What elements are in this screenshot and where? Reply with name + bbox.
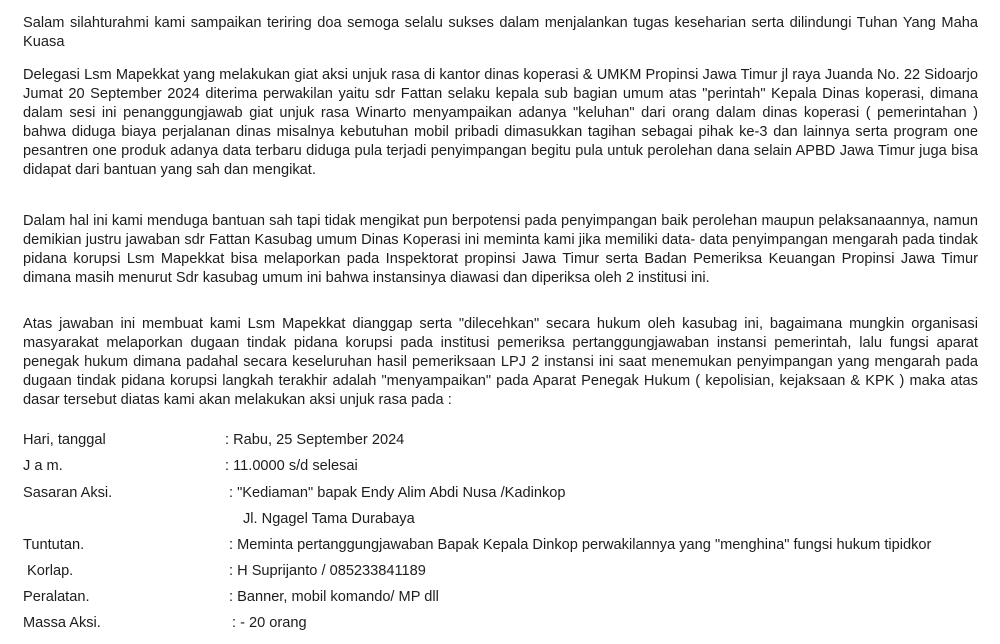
greeting-paragraph: Salam silahturahmi kami sampaikan teriring doa semoga selalu sukses dalam menjalankan tugas keseharian serta dilindungi Tuhan Yang Maha Kuasa — [23, 15, 978, 50]
massa-label: Massa Aksi. — [23, 615, 101, 631]
peralatan-value: : Banner, mobil komando/ MP dll — [229, 589, 439, 605]
tuntutan-value: : Meminta pertanggungjawaban Bapak Kepala Dinkop perwakilannya yang "menghina" fungsi hukum tipidkor — [229, 537, 932, 553]
sasaran-address: Jl. Ngagel Tama Durabaya — [243, 511, 415, 527]
massa-value: : - 20 orang — [232, 615, 307, 631]
jam-value: : 11.0000 s/d selesai — [225, 458, 358, 474]
hari-label: Hari, tanggal — [23, 432, 106, 448]
korlap-label: Korlap. — [27, 563, 74, 579]
response-paragraph: Atas jawaban ini membuat kami Lsm Mapekkat dianggap serta "dilecehkan" secara hukum oleh kasubag ini, bagaimana mungkin organisasi masyarakat melaporkan dugaan tindak pidana korupsi pada institusi pemeriksa pertanggungjawaban instansi pemerintah, lalu fungsi aparat penegak hukum dimana padahal secara keseluruhan hasil pemeriksaan LPJ 2 instansi ini saat menemukan penyimpangan yang mengarah pada dugaan tindak pidana korupsi langkah terakhir adalah "menyampaikan" pada Aparat Penegak Hukum ( kepolisian, kejaksaan & KPK ) maka atas dasar tersebut diatas kami akan melakukan aksi unjuk rasa pada : — [23, 316, 978, 408]
delegation-paragraph: Delegasi Lsm Mapekkat yang melakukan giat aksi unjuk rasa di kantor dinas koperasi & UMKM Propinsi Jawa Timur jl raya Juanda No. 22 Sidoarjo Jumat 20 September 2024 diterima perwakilan yaitu sdr Fattan selaku kepala sub bagian umum atas "perintah" Kepala Dinas koperasi, dimana dalam sesi ini penanggungjawab giat unjuk rasa Winarto menyampaikan adanya "keluhan" dari orang dalam dinas koperasi ( pemerintahan ) bahwa diduga biaya perjalanan dinas misalnya kebutuhan mobil pribadi dimasukkan tagihan sebagai pihak ke-3 dan lainnya serta program one pesantren one produk adanya data terbaru diduga pula terjadi penyimpangan begitu pula untuk perolehan dana selain APBD Jawa Timur juga bisa didapat dari bantuan yang sah dan mengikat. — [23, 67, 978, 178]
peralatan-label: Peralatan. — [23, 589, 90, 605]
suspicion-paragraph: Dalam hal ini kami menduga bantuan sah tapi tidak mengikat pun berpotensi pada penyimpangan baik perolehan maupun pelaksanaannya, namun demikian justru jawaban sdr Fattan Kasubag umum Dinas Koperasi ini meminta kami jika memiliki data- data penyimpangan mengarah pada tindak pidana korupsi Lsm Mapekkat bisa melaporkan pada Inspektorat propinsi Jawa Timur serta Badan Pemeriksa Keuangan Propinsi Jawa Timur dimana masih menurut Sdr kasubag umum ini bahwa instansinya diawasi dan diperiksa oleh 2 institusi ini. — [23, 213, 978, 286]
sasaran-label: Sasaran Aksi. — [23, 485, 113, 501]
tuntutan-label: Tuntutan. — [23, 537, 85, 553]
hari-value: : Rabu, 25 September 2024 — [225, 432, 405, 448]
korlap-value: : H Suprijanto / 085233841189 — [229, 563, 426, 579]
sasaran-value: : "Kediaman" bapak Endy Alim Abdi Nusa /Kadinkop — [229, 485, 566, 501]
jam-label: J a m. — [23, 458, 63, 474]
